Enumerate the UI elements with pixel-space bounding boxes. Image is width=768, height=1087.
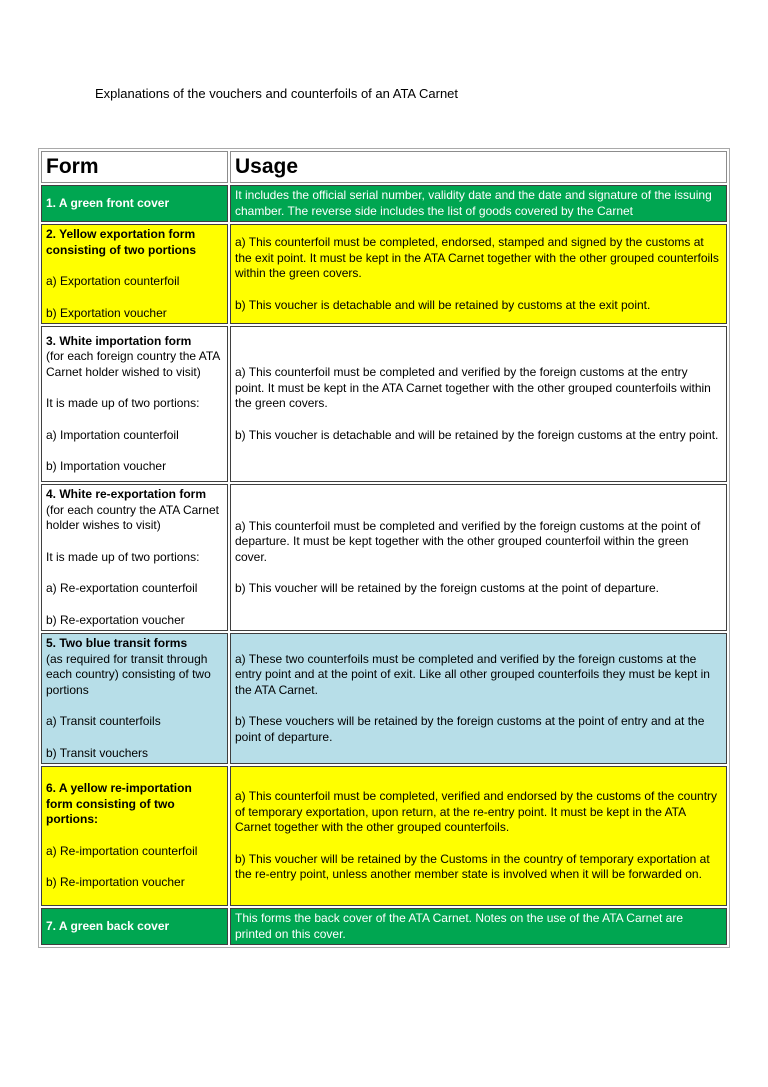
usage-paragraph: a) This counterfoil must be completed and verified by the foreign customs at the entry point. It must be kept in the ATA Carnet together with the other grouped counterfoils within the green covers. xyxy=(235,365,711,410)
usage-cell xyxy=(230,633,727,764)
form-title: 3. White importation form xyxy=(46,333,192,348)
form-lines xyxy=(46,274,221,321)
usage-paragraphs xyxy=(235,789,720,883)
usage-paragraphs xyxy=(235,365,720,443)
form-line: a) Importation counterfoil xyxy=(46,427,179,442)
form-lines xyxy=(46,844,221,891)
usage-paragraph: a) This counterfoil must be completed, verified and endorsed by the customs of the country of temporary exportation, upon return, at the re-entry point. It must be kept in the ATA Carnet together with the other grouped counterfoils. xyxy=(235,789,718,835)
document-title: Explanations of the vouchers and counterfoils of an ATA Carnet xyxy=(95,86,459,101)
form-line: a) Transit counterfoils xyxy=(46,714,161,728)
table-row xyxy=(41,326,727,482)
table-row xyxy=(41,185,727,222)
usage-cell xyxy=(230,185,727,222)
usage-paragraph: a) This counterfoil must be completed and verified by the foreign customs at the point of departure. It must be kept together with the other grouped counterfoil within the green cover. xyxy=(235,518,701,564)
usage-paragraphs xyxy=(235,235,720,313)
usage-paragraph: a) These two counterfoils must be completed and verified by the foreign customs at the entry point and at the point of exit. Like all other grouped counterfoils they must be kept in the ATA Carnet. xyxy=(235,651,710,697)
form-line: a) Re-exportation counterfoil xyxy=(46,581,198,595)
form-lines xyxy=(46,550,221,629)
table-row xyxy=(41,224,727,324)
form-line: b) Re-importation voucher xyxy=(46,875,185,890)
form-cell xyxy=(41,326,228,482)
form-title: 4. White re-exportation form xyxy=(46,487,207,501)
usage-cell xyxy=(230,484,727,631)
table-row xyxy=(41,766,727,906)
form-line: b) Exportation voucher xyxy=(46,305,167,320)
form-cell xyxy=(41,224,228,324)
form-line: a) Exportation counterfoil xyxy=(46,274,180,288)
form-subtitle: (as required for transit through each country) consisting of two portions xyxy=(46,651,211,697)
form-line: b) Transit vouchers xyxy=(46,745,149,760)
column-header-usage: Usage xyxy=(230,151,727,183)
usage-cell xyxy=(230,766,727,906)
form-cell xyxy=(41,766,228,906)
usage-paragraph: b) This voucher will be retained by the Customs in the country of temporary exportation at the re-entry point, unless another member state is involved when it will be forwarded on. xyxy=(235,851,710,882)
form-line: It is made up of two portions: xyxy=(46,396,200,410)
form-title: 2. Yellow exportation form consisting of two portions xyxy=(46,227,196,257)
form-line: a) Re-importation counterfoil xyxy=(46,843,198,858)
usage-cell xyxy=(230,326,727,482)
form-cell xyxy=(41,185,228,222)
usage-paragraphs xyxy=(235,911,720,942)
usage-cell xyxy=(230,224,727,324)
usage-cell xyxy=(230,908,727,945)
form-lines xyxy=(46,396,221,475)
carnet-explanation-table xyxy=(38,148,730,948)
column-header-form: Form xyxy=(41,151,228,183)
form-subtitle: (for each country the ATA Carnet holder wishes to visit) xyxy=(46,502,219,532)
form-subtitle: (for each foreign country the ATA Carnet holder wished to visit) xyxy=(46,349,220,379)
form-title: 7. A green back cover xyxy=(46,918,170,933)
form-line: It is made up of two portions: xyxy=(46,549,200,564)
form-line: b) Importation voucher xyxy=(46,459,167,473)
usage-paragraph: b) These vouchers will be retained by the foreign customs at the point of entry and at the point of departure. xyxy=(235,714,705,744)
usage-paragraph: This forms the back cover of the ATA Carnet. Notes on the use of the ATA Carnet are printed on this cover. xyxy=(235,911,684,941)
table-header-row xyxy=(41,151,727,183)
form-cell xyxy=(41,484,228,631)
table-body xyxy=(41,185,727,945)
usage-paragraph: b) This voucher is detachable and will be retained by customs at the exit point. xyxy=(235,297,651,312)
form-title: 1. A green front cover xyxy=(46,195,170,210)
usage-paragraph: It includes the official serial number, validity date and the date and signature of the issuing chamber. The reverse side includes the list of goods covered by the Carnet xyxy=(235,188,712,218)
table-row xyxy=(41,633,727,764)
table-row xyxy=(41,484,727,631)
usage-paragraph: a) This counterfoil must be completed, endorsed, stamped and signed by the customs at the exit point. It must be kept in the ATA Carnet together with the other grouped counterfoils within the green covers. xyxy=(235,235,719,280)
form-title: 6. A yellow re-importation form consisting of two portions: xyxy=(46,781,192,827)
usage-paragraph: b) This voucher is detachable and will be retained by the foreign customs at the entry point. xyxy=(235,427,719,442)
usage-paragraphs xyxy=(235,519,720,597)
form-lines xyxy=(46,714,221,761)
form-title: 5. Two blue transit forms xyxy=(46,636,188,650)
usage-paragraphs xyxy=(235,188,720,219)
form-cell xyxy=(41,633,228,764)
usage-paragraph: b) This voucher will be retained by the foreign customs at the point of departure. xyxy=(235,581,660,595)
usage-paragraphs xyxy=(235,652,720,746)
form-line: b) Re-exportation voucher xyxy=(46,612,185,627)
form-cell xyxy=(41,908,228,945)
table-row xyxy=(41,908,727,945)
